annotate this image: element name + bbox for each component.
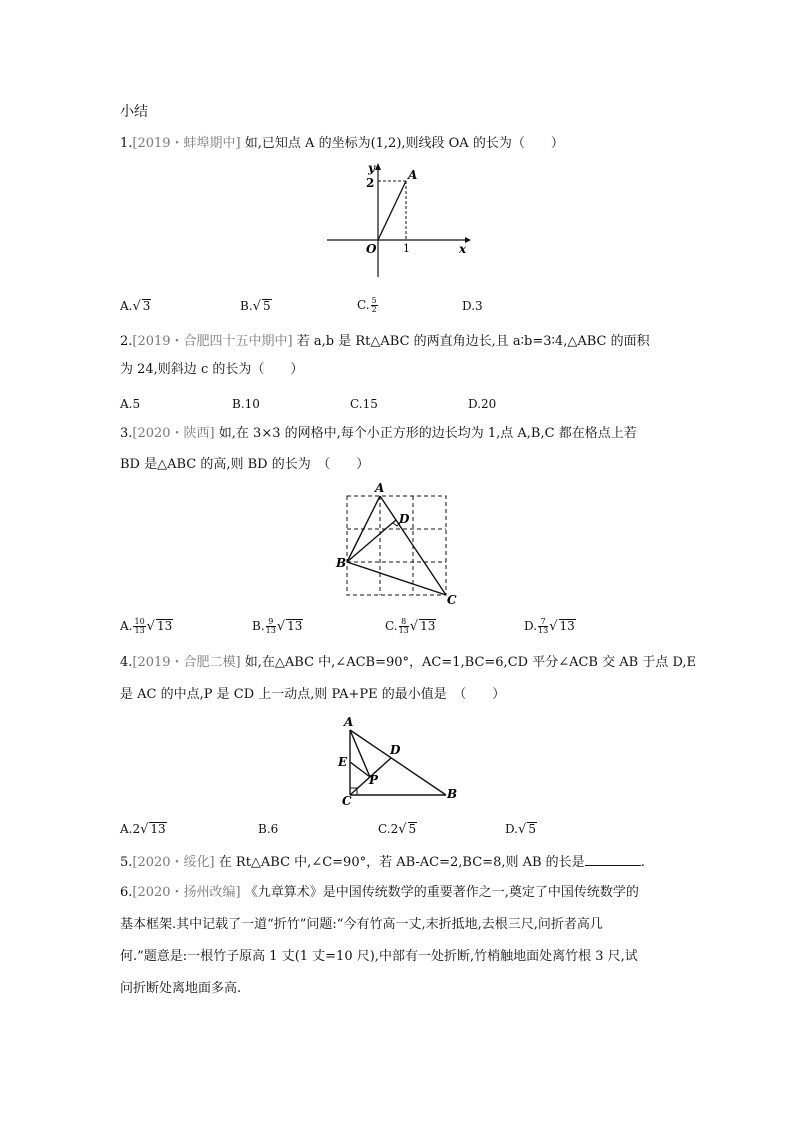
option-letter: B. (240, 299, 253, 313)
point-b-label: B (447, 787, 458, 801)
question-text: 如,已知点 A 的坐标为(1,2),则线段 OA 的长为（ ） (244, 136, 564, 151)
q3-option-b[interactable]: B. $\frac{9}{13}$ √ 13 (252, 617, 303, 635)
option-letter: A. (120, 822, 133, 836)
question-number: 3. (120, 426, 133, 441)
q2-option-d[interactable]: D.20 (468, 397, 497, 411)
question-text: 《九章算术》是中国传统数学的重要著作之一,奠定了中国传统数学的 (244, 885, 639, 900)
point-c-label: C (342, 794, 352, 808)
option-value: 3 (475, 299, 483, 313)
option-letter: C. (385, 619, 398, 633)
question-number: 5. (120, 855, 133, 870)
q1-option-b[interactable]: B.√ 5 (240, 299, 271, 314)
question-6 (120, 885, 639, 901)
radicand: 5 (528, 822, 536, 836)
option-letter: D. (505, 822, 519, 836)
radicand: 13 (420, 619, 436, 633)
q1-option-a[interactable]: A.√ 3 (120, 299, 151, 314)
fraction: $\frac{7}{13}$ (538, 617, 549, 635)
question-text: 如,在△ABC 中,∠ACB=90°，AC=1,BC=6,CD 平分∠ACB 交 AB 于点 D,E (244, 655, 697, 670)
radicand: 5 (408, 822, 417, 836)
question-3-continued: BD 是△ABC 的高,则 BD 的长为 （ ） (120, 457, 370, 472)
q4-option-d[interactable]: D.√ 5 (505, 822, 536, 837)
point-d-label: D (390, 743, 401, 757)
option-letter: C. (357, 298, 370, 312)
option-letter: B. (258, 822, 271, 836)
section-title: 小结 (120, 104, 148, 120)
q1-coordinate-figure (325, 160, 475, 280)
segment-oa (378, 181, 406, 240)
question-number: 2. (120, 334, 133, 349)
question-number: 4. (120, 655, 133, 670)
question-source: [2019・蚌埠期中] (132, 136, 241, 151)
q3-option-d[interactable]: D. $\frac{7}{13}$ √ 13 (524, 617, 575, 635)
coefficient: 2 (132, 822, 141, 836)
q1-option-d[interactable] (462, 298, 483, 314)
radicand: 13 (559, 619, 575, 633)
fraction: $\frac{5}{2}$ (371, 296, 377, 314)
question-4 (120, 655, 696, 671)
question-source: [2019・合肥四十五中期中] (132, 334, 293, 349)
option-value: 6 (270, 822, 279, 836)
point-e-label: E (338, 755, 348, 769)
q4-option-b[interactable] (258, 821, 278, 837)
q4-option-c[interactable]: C.2√ 5 (378, 822, 417, 837)
question-2-continued: 为 24,则斜边 c 的长为（ ） (120, 362, 304, 377)
point-a-label: A (408, 168, 418, 182)
fraction: $\frac{9}{13}$ (265, 617, 276, 635)
radicand: 13 (287, 619, 303, 633)
option-letter: A. (120, 619, 133, 633)
tick-label-1: 1 (403, 242, 410, 255)
question-number: 6. (120, 885, 133, 900)
origin-label: O (366, 242, 377, 256)
q2-option-a[interactable]: A.5 (120, 397, 141, 411)
question-text: 在 Rt△ABC 中,∠C=90°，若 AB-AC=2,BC=8,则 AB 的长是 (218, 855, 585, 870)
y-axis-label: y (368, 161, 375, 175)
question-source: [2020・扬州改编] (132, 885, 241, 900)
point-b-label: B (336, 556, 347, 570)
question-source: [2020・绥化] (132, 855, 215, 870)
q2-option-b[interactable]: B.10 (232, 397, 260, 411)
triangle-abc (347, 496, 446, 595)
question-6-line-4: 问折断处离地面多高. (120, 981, 242, 996)
fraction: $\frac{10}{13}$ (134, 617, 145, 635)
option-letter: D. (462, 299, 476, 313)
point-a-label: A (375, 481, 385, 495)
coefficient: 2 (390, 822, 399, 836)
question-5: 5.[2020・绥化] 在 Rt△ABC 中,∠C=90°，若 AB-AC=2,BC=8,则 AB 的长是 . (120, 855, 645, 870)
y-axis-arrow (375, 163, 381, 170)
q3-grid-figure (330, 478, 460, 608)
q1-option-c[interactable] (357, 297, 379, 314)
question-1 (120, 136, 564, 152)
question-source: [2020・陕西] (132, 426, 215, 441)
question-4-continued: 是 AC 的中点,P 是 CD 上一动点,则 PA+PE 的最小值是 （ ） (120, 687, 506, 702)
grid-lines (347, 496, 446, 595)
question-3 (120, 426, 637, 442)
point-c-label: C (447, 593, 457, 607)
fraction: $\frac{8}{13}$ (398, 617, 409, 635)
option-letter: B. (252, 619, 265, 633)
question-6-line-3: 何.”题意是:一根竹子原高 1 丈(1 丈=10 尺),中部有一处折断,竹梢触地面处离竹根 3 尺,试 (120, 949, 638, 964)
question-6-line-2: 基本框架.其中记载了一道“折竹”问题:“今有竹高一丈,末折抵地,去根三尺,问折者高几 (120, 917, 603, 932)
question-2 (120, 334, 650, 350)
q3-option-c[interactable]: C. $\frac{8}{13}$ √ 13 (385, 617, 436, 635)
radicand: 13 (156, 619, 173, 633)
option-letter: C. (378, 822, 391, 836)
option-letter: A. (120, 299, 133, 313)
point-a-label: A (344, 715, 354, 729)
q4-option-a[interactable]: A.2√ 13 (120, 822, 166, 837)
q3-option-a[interactable]: A. $\frac{10}{13}$ √ 13 (120, 617, 173, 635)
question-text: 若 a,b 是 Rt△ABC 的两直角边长,且 a∶b=3∶4,△ABC 的面积 (296, 334, 650, 349)
point-p-label: P (369, 773, 379, 787)
x-axis-label: x (459, 242, 467, 256)
point-d-label: D (399, 512, 410, 526)
tick-label-2: 2 (366, 176, 375, 190)
answer-blank[interactable] (585, 853, 641, 866)
triangle-abc (350, 730, 446, 795)
option-letter: D. (524, 619, 538, 633)
q4-triangle-figure (336, 714, 466, 806)
radicand: 3 (142, 299, 151, 313)
radicand: 5 (262, 299, 271, 313)
question-number: 1. (120, 136, 133, 151)
q2-option-c[interactable]: C.15 (350, 397, 378, 411)
question-text: 如,在 3×3 的网格中,每个小正方形的边长均为 1,点 A,B,C 都在格点上若 (218, 426, 637, 441)
radicand: 13 (150, 822, 166, 836)
question-source: [2019・合肥二模] (132, 655, 241, 670)
